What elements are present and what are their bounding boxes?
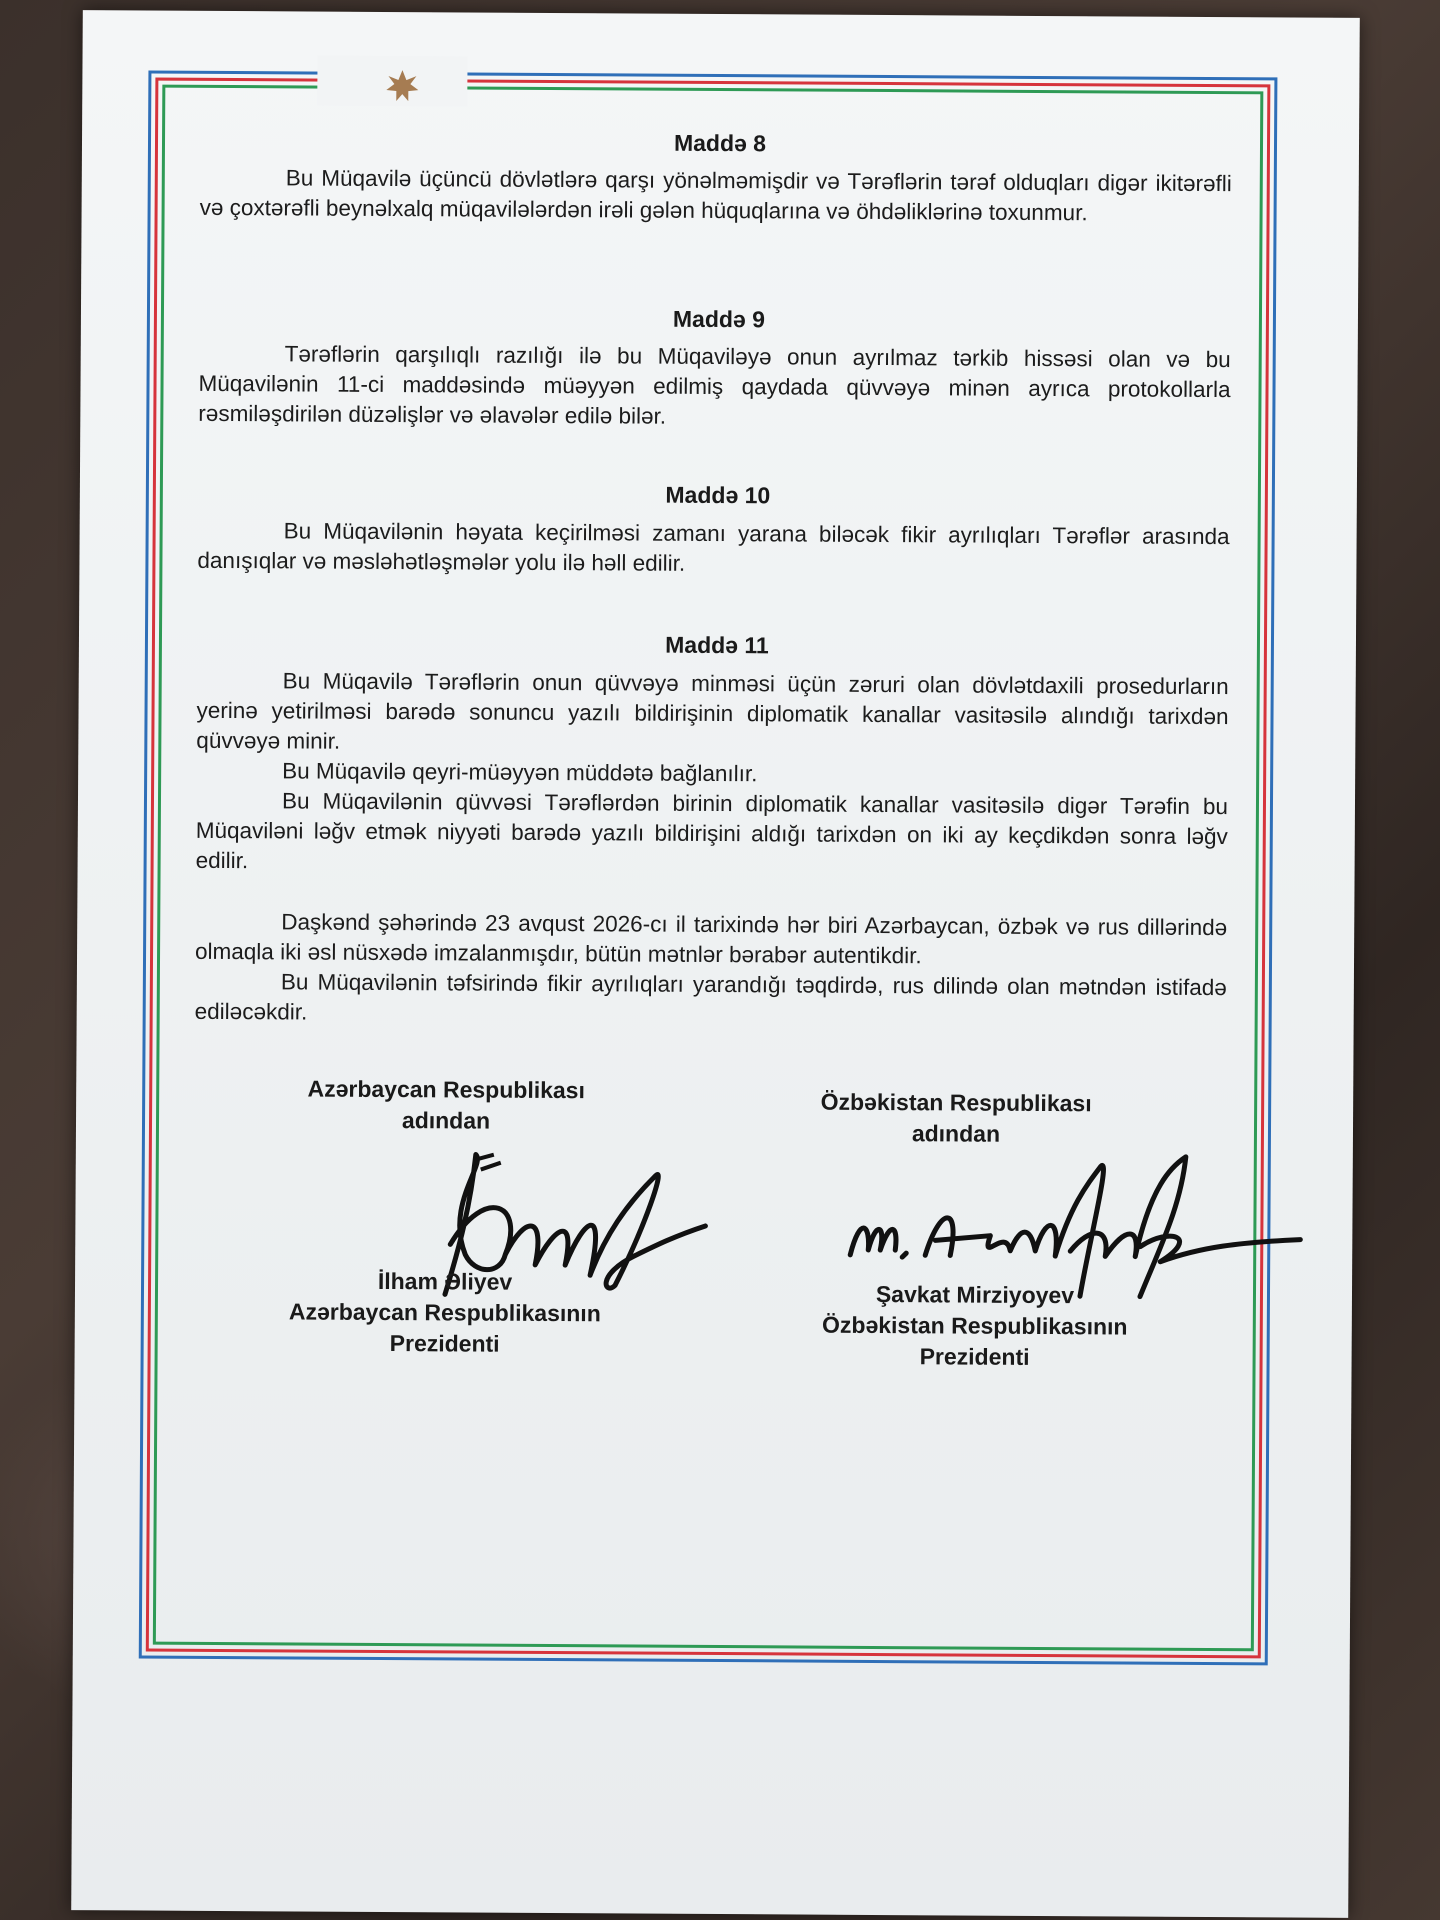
closing-paragraph-2: Bu Müqavilənin təfsirində fikir ayrılıqları yarandığı təqdirdə, rus dilində olan mətndən istifadə ediləcəkdir. — [194, 969, 1227, 1025]
signatory-azerbaijan-name-title — [205, 1265, 686, 1361]
signatory-name: İlham Əliyev — [377, 1267, 513, 1295]
signatory-country-line: adından — [401, 1107, 491, 1134]
article-8-paragraph: Bu Müqavilə üçüncü dövlətlərə qarşı yönəlməmişdir və Tərəflərin tərəf olduqları digər ikitərəfli və çoxtərəfli beynəlxalq müqavilələrdən irəli gələn hüquqlarına və öhdəliklərinə toxunmur. — [199, 165, 1232, 226]
signatory-uzbekistan-name-title — [735, 1278, 1216, 1374]
signatory-country-line: Azərbaycan Respublikası — [307, 1075, 586, 1104]
signatory-country-line: Özbəkistan Respublikası — [820, 1088, 1092, 1117]
article-9-heading: Maddə 9 — [672, 305, 766, 333]
article-11-paragraph-2: Bu Müqavilə qeyri-müəyyən müddətə bağlanılır. — [282, 758, 758, 787]
signatory-uzbekistan-country — [716, 1086, 1196, 1151]
signatory-title-line: Prezidenti — [389, 1330, 500, 1357]
signatory-title-line: Azərbaycan Respublikasının — [288, 1298, 601, 1327]
crescent-star-emblem-icon — [312, 30, 443, 141]
article-11-heading: Maddə 11 — [665, 631, 769, 659]
document-page — [71, 10, 1360, 1918]
article-9-paragraph: Tərəflərin qarşılıqlı razılığı ilə bu Müqaviləyə onun ayrılmaz tərkib hissəsi olan və bu Müqavilənin 11-ci maddəsində müəyyən edilmiş qaydada qüvvəyə minən ayrıca protokollarla rəsmiləşdirilən düzəlişlər və əlavələr edilə bilər. — [198, 341, 1231, 429]
signatory-country-line: adından — [911, 1120, 1001, 1147]
article-10-paragraph: Bu Müqavilənin həyata keçirilməsi zamanı yarana biləcək fikir ayrılıqları Tərəflər arasında danışıqlar və məsləhətləşmələr yolu ilə həll edilir. — [197, 518, 1230, 576]
closing-paragraph-1: Daşkənd şəhərində 23 avqust 2026-cı il tarixində hər biri Azərbaycan, özbək və rus dillərində olmaqla iki əsl nüsxədə imzalanmışdır, bütün mətnlər bərabər autentikdir. — [194, 909, 1228, 969]
article-8-heading: Maddə 8 — [673, 129, 767, 157]
signatory-title-line: Prezidenti — [919, 1343, 1030, 1370]
article-11-paragraph-1: Bu Müqavilə Tərəflərin onun qüvvəyə minməsi üçün zəruri olan dövlətdaxili prosedurların yerinə yetirilməsi barədə sonuncu yazılı bildirişinin diplomatik kanallar vasitəsilə alındığı tarixdən qüvvəyə minir. — [196, 668, 1229, 754]
article-10-heading: Maddə 10 — [665, 481, 771, 509]
signatory-title-line: Özbəkistan Respublikasının — [821, 1311, 1128, 1340]
signatory-name: Şavkat Mirziyoyev — [875, 1280, 1075, 1309]
article-11-paragraph-3: Bu Müqavilənin qüvvəsi Tərəflərdən birinin diplomatik kanallar vasitəsilə digər Tərəfin bu Müqaviləni ləğv etmək niyyəti barədə yazılı bildirişini aldığı tarixdən on iki ay keçdikdən sonra ləğv edilir. — [195, 788, 1229, 874]
signatory-azerbaijan-country — [206, 1073, 686, 1138]
